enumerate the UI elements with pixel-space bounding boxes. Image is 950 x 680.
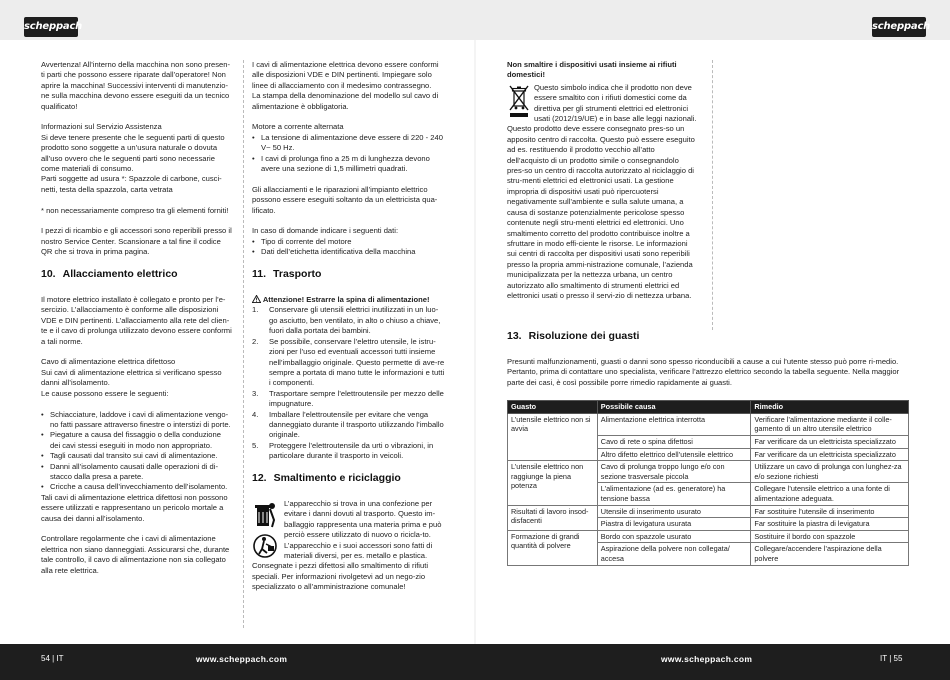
cause-cell: Cavo di prolunga troppo lungo e/o con sezione trasversale piccola [597, 461, 751, 483]
maintenance-warning: Avvertenza! All’interno della macchina non sono presen-ti parti che possono essere riparate dall’operatore! Non aprire la macchina! Successivi interventi di manutenzio-ne sulla macchina devono essere eseguiti da un tecnico qualificato! [41, 60, 230, 111]
cause-cell: Bordo con spazzole usurato [597, 530, 751, 543]
table-row [508, 505, 909, 518]
table-row [508, 530, 909, 543]
questions-intro: In caso di domande indicare i seguenti dati: [252, 226, 399, 236]
list-item: 2. Se possibile, conservare l’elettro utensile, le istru-zioni per l’uso ed eventuali accessori tutti insieme nell’imballaggio originale. Questo permette di ave-re sempre a portata di mano tutte le informazioni e tutti i componenti. [252, 336, 445, 388]
remedy-cell: Sostituire il bordo con spazzole [751, 530, 909, 543]
trash-bin-icon [252, 500, 278, 530]
column-header: Possibile causa [597, 401, 751, 414]
crossed-bin-icon [509, 84, 529, 118]
connections-text: Gli allacciamenti e le riparazioni all’impianto elettrico possono essere eseguiti soltanto da un elettricista qua-lificato. [252, 184, 438, 215]
list-item: • Cricche a causa dell’invecchiamento dell’isolamento. [41, 482, 233, 492]
spares-info: I pezzi di ricambio e gli accessori sono reperibili presso il nostro Service Center. Scansionare a tal fine il codice QR che si trova in prima pagina. [41, 226, 232, 257]
remedy-cell: Far verificare da un elettricista specializzato [751, 436, 909, 449]
brand-logo-right: scheppach [872, 17, 926, 37]
defect-title: Cavo di alimentazione elettrica difettoso [41, 357, 176, 367]
column-3 [507, 60, 697, 301]
remedy-cell: Utilizzare un cavo di prolunga con lunghez-za e/o sezione richiesti [751, 461, 909, 483]
website-link-left[interactable]: www.scheppach.com [196, 654, 288, 664]
section-heading-10: 10. Allacciamento elettrico [41, 268, 178, 281]
list-item: • Danni all’isolamento causati dalle operazioni di di-stacco dalla presa a parete. [41, 462, 233, 483]
cause-cell: Cavo di rete o spina difettosi [597, 436, 751, 449]
recycling-icon [252, 534, 278, 558]
list-item: • La tensione di alimentazione deve essere di 220 - 240 V~ 50 Hz. [252, 133, 445, 154]
list-item: • Tagli causati dal transito sui cavi di alimentazione. [41, 451, 233, 461]
list-item: 3. Trasportare sempre l’elettroutensile per mezzo delle impugnature. [252, 388, 444, 409]
fault-cell: L’utensile elettrico non si avvia [508, 413, 598, 460]
troubleshooting-table [507, 400, 909, 565]
fault-cell: Formazione di grandi quantità di polvere [508, 530, 598, 565]
transport-steps [252, 305, 445, 461]
cause-cell: Utensile di inserimento usurato [597, 505, 751, 518]
packaging-text: L’apparecchio si trova in una confezione per evitare i danni dovuti al trasporto. Questo im-ballaggio rappresenta una materia prima e può perciò essere utilizzato di nuovo o ricicla-to. L’apparecchio e i suoi accessori sono fatti di materiali diversi, per es. metallo e plastica. Consegnate i pezzi difettosi allo smaltimento di rifiuti speciali. Per informazioni rivolgetevi ad un nego-zio specializzato o all’amministrazione comunale! [252, 498, 442, 592]
causes-intro: Le cause possono essere le seguenti: [41, 388, 169, 398]
fault-cell: Risultati di lavoro insod-disfacenti [508, 505, 598, 530]
remedy-cell: Far sostituire la piastra di levigatura [751, 518, 909, 531]
cables-text: I cavi di alimentazione elettrica devono essere conformi alle disposizioni VDE e DIN pertinenti. Impiegare solo linee di allacciamento con il medesimo contrassegno. [252, 60, 439, 90]
installed-motor-text: Il motore elettrico installato è collegato e pronto per l’e-sercizio. L’allacciamento è conforme alle disposizioni VDE e DIN pertinenti. L’allacciamento alla rete del clien-te e il cavo di prolunga utilizzato devono essere conformi a tali norme. [41, 295, 232, 346]
weee-text: Questo simbolo indica che il prodotto non deve essere smaltito con i rifiuti domestici come da direttiva per gli strumenti elettrici ed elettronici usati (2012/19/UE) e in base alle leggi nazionali. Questo prodotto deve essere consegnato pres-so un apposito centro di raccolta. Questo può essere eseguito ad es. restituendo il prodotto vecchio all’atto dell’acquisto di un prodotto simile o consegnandolo pres-so un centro di raccolta autorizzato al riciclaggio di stru-menti elettrici ed elettronici usati. La gestione impropria di dispositivi usati può ripercuotersi negativamente sull’ambiente e sulla salute umana, a causa di sostanze potenzialmente pericolose spesso contenute negli stru-menti elettrici ed elettronici. Uno smaltimento corretto del prodotto contribuisce inoltre a sfruttare in modo effi-ciente le risorse. Le informazioni sui centri di raccolta per dispositivi usati sono reperibili presso la propria ammi-nistrazione comunale, l’azienda municipalizzata per la nettezza urbana, un centro autorizzato allo smaltimento di strumenti elettrici ed elettronici usati o presso il servi-zio di nettezza urbana. [507, 82, 697, 300]
website-link-right[interactable]: www.scheppach.com [661, 654, 753, 664]
cause-cell: Alimentazione elettrica interrotta [597, 413, 751, 435]
section-heading-13: 13. Risoluzione dei guasti [507, 330, 640, 342]
motor-title: Motore a corrente alternata [252, 122, 344, 132]
transport-warning [252, 295, 445, 305]
column-header: Rimedio [751, 401, 909, 414]
list-item: • Schiacciature, laddove i cavi di alimentazione vengo-no fatti passare attraverso finestre o interstizi di porte. [41, 410, 233, 431]
table-header-row [508, 401, 909, 414]
column-1 [41, 60, 233, 586]
table-row [508, 413, 909, 435]
damaged-cables-text: Tali cavi di alimentazione elettrica difettosi non possono essere utilizzati e rappresentano un pericolo mortale a causa dei danni all’isolamento. [41, 492, 228, 523]
list-item: 1. Conservare gli utensili elettrici inutilizzati in un luo-go asciutto, ben ventilato, in alto o chiuso a chiave, fuori dalla portata dei bambini. [252, 305, 441, 336]
warning-icon [252, 295, 261, 303]
defect-text: Sui cavi di alimentazione elettrica si verificano spesso danni all’isolamento. [41, 367, 222, 388]
disposal-icons [252, 500, 278, 558]
column-header: Guasto [508, 401, 598, 414]
disposal-block [252, 499, 445, 593]
troubleshooting-section [507, 330, 909, 566]
wear-parts: Parti soggette ad usura *: Spazzole di carbone, cusci-netti, testa della spazzola, carta vetrata [41, 174, 222, 194]
brand-logo-left: scheppach [24, 17, 78, 37]
list-item: • Tipo di corrente del motore [252, 237, 445, 247]
header-bar [0, 0, 950, 40]
page-fold [474, 40, 476, 644]
list-item: • Piegature a causa del fissaggio o della conduzione dei cavi stessi eseguiti in modo non appropriato. [41, 430, 233, 451]
weee-block [507, 83, 697, 302]
column-divider [243, 60, 244, 628]
print-text: La stampa della denominazione del modello sul cavo di alimentazione è obbligatoria. [252, 91, 439, 111]
section-heading-12: 12. Smaltimento e riciclaggio [252, 471, 401, 484]
remedy-cell: Far sostituire l’utensile di inserimento [751, 505, 909, 518]
list-item: 5. Proteggere l’elettroutensile da urti o vibrazioni, in particolare durante il trasporto in veicoli. [252, 440, 434, 461]
table-row [508, 461, 909, 483]
cause-cell: Aspirazione della polvere non collegata/ accesa [597, 543, 751, 565]
weee-icon-wrap [509, 84, 529, 121]
transport-warning-text: Attenzione! Estrarre la spina di alimentazione! [262, 295, 430, 305]
remedy-cell: Collegare l’utensile elettrico a una fonte di alimentazione adeguata. [751, 483, 909, 505]
cause-cell: L’alimentazione (ad es. generatore) ha tensione bassa [597, 483, 751, 505]
column-divider [712, 60, 713, 330]
service-title: Informazioni sul Servizio Assistenza [41, 122, 162, 132]
motor-list [252, 133, 445, 175]
list-item: 4. Imballare l’elettroutensile per evitare che venga danneggiato durante il trasporto utilizzando l’imballo originale. [252, 409, 444, 440]
column-2 [252, 60, 445, 593]
footer-bar [0, 644, 950, 680]
check-cables-text: Controllare regolarmente che i cavi di alimentazione elettrica non siano danneggiati. Assicurarsi che, durante tale controllo, il cavo di alimentazione non sia collegato alla rete elettrica. [41, 534, 230, 575]
page-number-right: IT | 55 [880, 654, 903, 663]
fault-cell: L’utensile elettrico non raggiunge la piena potenza [508, 461, 598, 505]
remedy-cell: Collegare/accendere l’aspirazione della polvere [751, 543, 909, 565]
questions-list [252, 237, 445, 258]
footnote: * non necessariamente compreso tra gli elementi forniti! [41, 205, 229, 215]
list-item: • I cavi di prolunga fino a 25 m di lunghezza devono avere una sezione di 1,5 millimetri quadrati. [252, 154, 445, 175]
remedy-cell: Far verificare da un elettricista specializzato [751, 448, 909, 461]
weee-heading: Non smaltire i dispositivi usati insieme ai rifiuti domestici! [507, 60, 677, 80]
remedy-cell: Verificare l’alimentazione mediante il colle-gamento di un altro utensile elettrico [751, 413, 909, 435]
list-item: • Dati dell’etichetta identificativa della macchina [252, 247, 445, 257]
cause-cell: Piastra di levigatura usurata [597, 518, 751, 531]
cause-cell: Altro difetto elettrico dell’utensile elettrico [597, 448, 751, 461]
service-text: Si deve tenere presente che le seguenti parti di questo prodotto sono soggette a un’usura naturale o dovuta all’uso ovvero che le seguenti parti sono necessarie come materiali di consumo. [41, 132, 225, 174]
section-heading-11: 11. Trasporto [252, 268, 322, 281]
causes-list [41, 410, 233, 493]
page-number-left: 54 | IT [41, 654, 64, 663]
troubleshooting-intro: Presunti malfunzionamenti, guasti o danni sono spesso riconducibili a cause a cui l’utente stesso può porre ri-medio. Pertanto, prima di contattare uno specialista, verificare l’attrezzo elettrico secondo la tabella seguente. Nella maggior parte dei casi, è così possibile porre rimedio rapidamente ai guasti. [507, 357, 900, 387]
